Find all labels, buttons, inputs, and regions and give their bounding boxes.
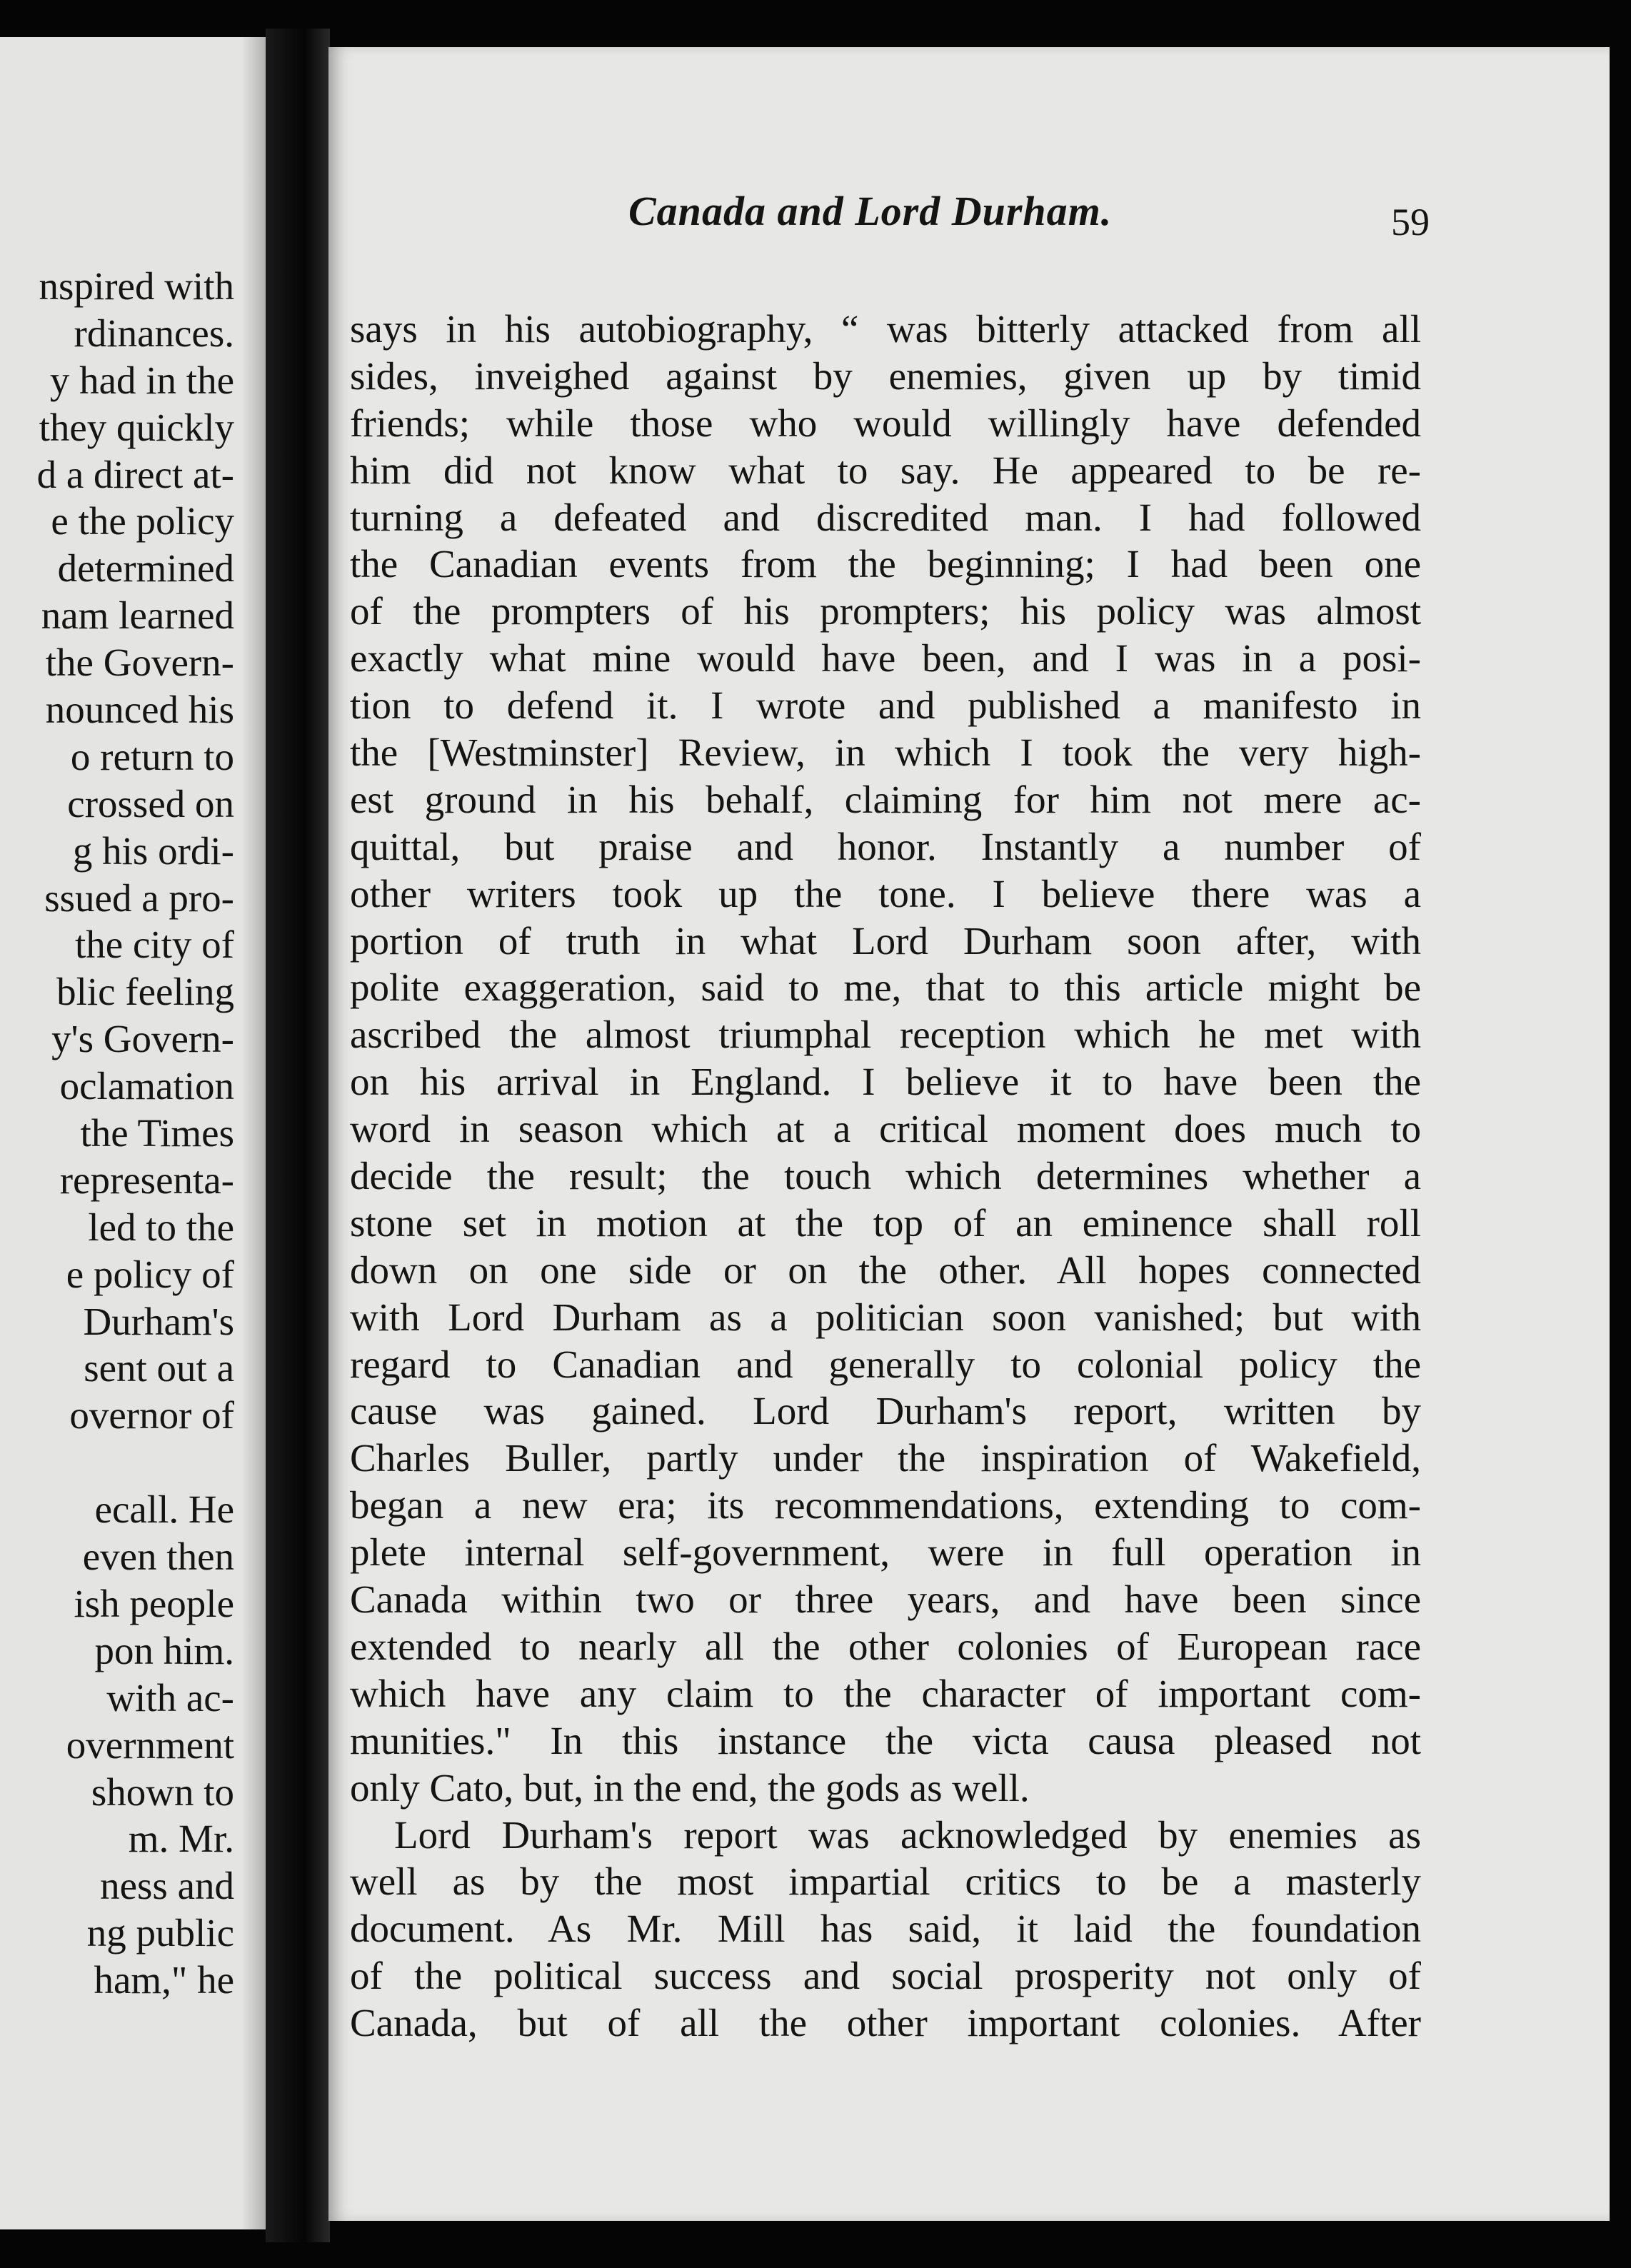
text-line: led to the [88,1205,234,1249]
text-line: d a direct at- [36,452,234,496]
text-line: with Lord Durham as a politician soon vanished; but with [350,1295,1421,1339]
text-line: nspired with [39,264,234,308]
text-line: representa- [59,1158,234,1202]
text-line: blic feeling [56,970,234,1014]
text-line: ssued a pro- [44,875,234,920]
text-line: Charles Buller, partly under the inspiration of Wakefield, [350,1436,1421,1480]
text-line: e policy of [66,1252,234,1296]
text-line: down on one side or on the other. All hopes connected [350,1248,1421,1292]
text-line: decide the result; the touch which determines whether a [350,1154,1421,1198]
running-head: Canada and Lord Durham. [628,188,1113,234]
text-line: Canada, but of all the other important colonies. After [350,2001,1421,2045]
text-line: nam learned [41,593,234,638]
text-line: polite exaggeration, said to me, that to this article might be [350,965,1421,1010]
text-line: rdinances. [74,311,234,355]
text-line: on his arrival in England. I believe it to have been the [350,1060,1421,1104]
text-line: exactly what mine would have been, and I was in a posi- [350,636,1421,681]
text-line: of the prompters of his prompters; his policy was almost [350,589,1421,633]
text-line: ecall. He [94,1487,234,1532]
text-line: munities." In this instance the victa causa pleased not [350,1718,1421,1762]
text-line: began a new era; its recommendations, extending to com- [350,1483,1421,1527]
text-line: document. As Mr. Mill has said, it laid the foundation [350,1907,1421,1951]
text-line [0,1439,234,1486]
text-line: y's Govern- [51,1017,234,1061]
text-line: even then [82,1535,234,1579]
text-line: o return to [70,734,234,778]
text-line: cause was gained. Lord Durham's report, written by [350,1389,1421,1433]
text-line: stone set in motion at the top of an eminence shall roll [350,1200,1421,1245]
text-line: friends; while those who would willingly have defended [350,401,1421,445]
text-line: overnment [66,1722,234,1767]
text-line: g his ordi- [72,828,234,873]
text-line: with ac- [106,1675,234,1720]
text-line: nounced his [45,688,234,732]
text-line: ish people [74,1581,234,1625]
text-line: well as by the most impartial critics to be a masterly [350,1860,1421,1904]
text-line: y had in the [49,358,234,402]
text-line: ham," he [94,1958,234,2002]
text-line: regard to Canadian and generally to colonial policy the [350,1342,1421,1386]
text-line: ascribed the almost triumphal reception which he met with [350,1013,1421,1057]
text-line: the [Westminster] Review, in which I took the very high- [350,731,1421,775]
text-line: ness and [100,1864,234,1908]
book-page [328,47,1610,2221]
text-line: extended to nearly all the other colonies of European race [350,1624,1421,1668]
text-line: Canada within two or three years, and have been since [350,1577,1421,1622]
text-line: the Canadian events from the beginning; I had been one [350,542,1421,586]
text-line: sent out a [84,1346,234,1390]
text-line: turning a defeated and discredited man. I had followed [350,495,1421,539]
text-line: only Cato, but, in the end, the gods as well. [350,1765,1030,1810]
text-line: e the policy [51,499,234,543]
text-line: m. Mr. [128,1817,234,1861]
text-line: pon him. [94,1628,234,1672]
text-line: sides, inveighed against by enemies, given up by timid [350,353,1421,398]
text-line: the city of [75,923,234,967]
facing-page-text [0,263,234,2004]
text-line: other writers took up the tone. I believe there was a [350,871,1421,915]
text-line: tion to defend it. I wrote and published a manifesto in [350,683,1421,728]
text-line: est ground in his behalf, claiming for him not mere ac- [350,777,1421,821]
text-line: which have any claim to the character of important com- [350,1671,1421,1715]
text-line: crossed on [67,781,234,826]
text-line: overnor of [69,1393,234,1437]
text-line: portion of truth in what Lord Durham soon after, with [350,918,1421,963]
page-number: 59 [1391,201,1430,244]
text-line: determined [57,546,234,591]
book-gutter [266,29,330,2242]
text-line: of the political success and social prosperity not only of [350,1954,1421,1998]
text-line: Durham's [83,1299,234,1343]
facing-page-fragment [0,37,268,2229]
text-line: plete internal self-government, were in full operation in [350,1530,1421,1575]
text-line: shown to [91,1770,234,1814]
text-line: the Govern- [45,641,234,685]
text-line: word in season which at a critical moment does much to [350,1107,1421,1151]
text-line: quittal, but praise and honor. Instantly a number of [350,824,1421,868]
page-edge-shadow [241,37,266,2229]
text-line: ng public [86,1911,234,1955]
text-line: Lord Durham's report was acknowledged by enemies as [394,1812,1421,1857]
text-line: oclamation [59,1064,234,1108]
text-line: him did not know what to say. He appeared to be re- [350,448,1421,492]
page-body-text [350,306,1421,2047]
text-line: they quickly [39,405,234,449]
text-line: the Times [80,1111,234,1155]
text-line: says in his autobiography, “ was bitterly attacked from all [350,307,1421,351]
